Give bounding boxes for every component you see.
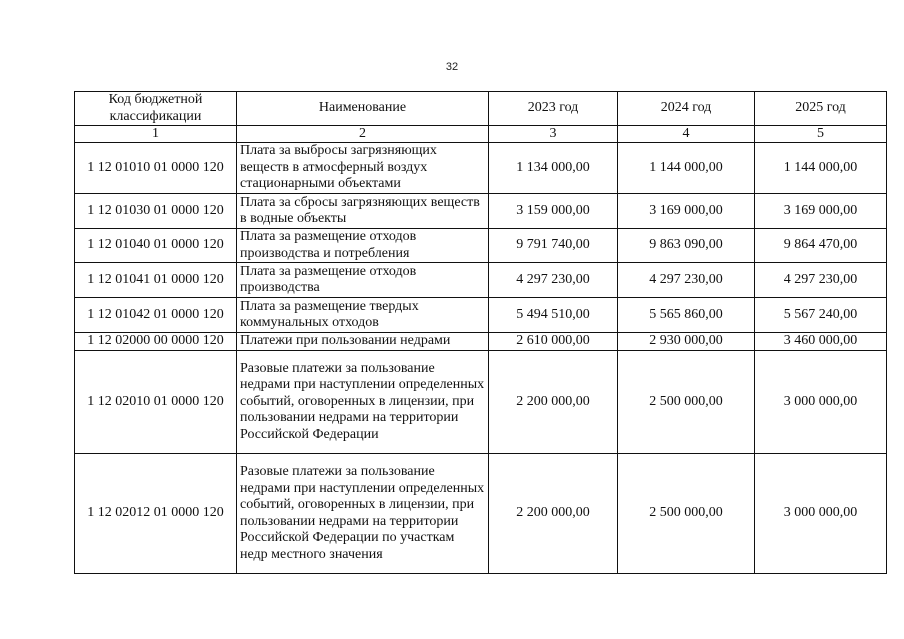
column-number: 1 bbox=[75, 126, 237, 143]
page-number: 32 bbox=[445, 61, 459, 73]
row-value-2025: 3 460 000,00 bbox=[755, 333, 887, 351]
table-row bbox=[75, 351, 887, 454]
row-name: Плата за выбросы загрязняющих веществ в атмосферный воздух стационарными объектами bbox=[237, 143, 489, 194]
header-2024: 2024 год bbox=[618, 92, 755, 126]
column-number: 3 bbox=[489, 126, 618, 143]
row-value-2023: 2 200 000,00 bbox=[489, 351, 618, 454]
row-code: 1 12 01042 01 0000 120 bbox=[75, 298, 237, 333]
row-value-2024: 2 930 000,00 bbox=[618, 333, 755, 351]
row-name: Плата за размещение отходов производства bbox=[237, 263, 489, 298]
header-code: Код бюджетной классификации bbox=[75, 92, 237, 126]
header-2025: 2025 год bbox=[755, 92, 887, 126]
table-row bbox=[75, 263, 887, 298]
table-row bbox=[75, 229, 887, 263]
row-code: 1 12 01040 01 0000 120 bbox=[75, 229, 237, 263]
row-value-2023: 2 200 000,00 bbox=[489, 454, 618, 574]
row-value-2024: 9 863 090,00 bbox=[618, 229, 755, 263]
row-value-2024: 3 169 000,00 bbox=[618, 194, 755, 229]
column-number: 4 bbox=[618, 126, 755, 143]
row-value-2024: 2 500 000,00 bbox=[618, 351, 755, 454]
row-code: 1 12 01041 01 0000 120 bbox=[75, 263, 237, 298]
row-name: Разовые платежи за пользование недрами при наступлении определенных событий, оговоренных в лицензии, при пользовании недрами на территории Российской Федерации bbox=[237, 351, 489, 454]
row-name: Плата за размещение отходов производства и потребления bbox=[237, 229, 489, 263]
row-value-2025: 9 864 470,00 bbox=[755, 229, 887, 263]
row-value-2024: 2 500 000,00 bbox=[618, 454, 755, 574]
row-code: 1 12 02012 01 0000 120 bbox=[75, 454, 237, 574]
row-value-2023: 4 297 230,00 bbox=[489, 263, 618, 298]
row-value-2025: 1 144 000,00 bbox=[755, 143, 887, 194]
row-value-2024: 1 144 000,00 bbox=[618, 143, 755, 194]
row-value-2023: 2 610 000,00 bbox=[489, 333, 618, 351]
row-code: 1 12 02010 01 0000 120 bbox=[75, 351, 237, 454]
row-value-2024: 4 297 230,00 bbox=[618, 263, 755, 298]
budget-table bbox=[74, 91, 887, 574]
row-value-2023: 3 159 000,00 bbox=[489, 194, 618, 229]
table-row bbox=[75, 333, 887, 351]
row-value-2023: 9 791 740,00 bbox=[489, 229, 618, 263]
row-value-2025: 5 567 240,00 bbox=[755, 298, 887, 333]
row-value-2025: 3 169 000,00 bbox=[755, 194, 887, 229]
table-row bbox=[75, 143, 887, 194]
row-code: 1 12 01010 01 0000 120 bbox=[75, 143, 237, 194]
column-number: 2 bbox=[237, 126, 489, 143]
row-value-2025: 3 000 000,00 bbox=[755, 454, 887, 574]
row-code: 1 12 02000 00 0000 120 bbox=[75, 333, 237, 351]
table-header-row bbox=[75, 92, 887, 126]
row-value-2025: 4 297 230,00 bbox=[755, 263, 887, 298]
row-value-2024: 5 565 860,00 bbox=[618, 298, 755, 333]
row-value-2023: 5 494 510,00 bbox=[489, 298, 618, 333]
header-name: Наименование bbox=[237, 92, 489, 126]
row-name: Плата за сбросы загрязняющих веществ в водные объекты bbox=[237, 194, 489, 229]
table-row bbox=[75, 454, 887, 574]
table-row bbox=[75, 194, 887, 229]
row-name: Разовые платежи за пользование недрами при наступлении определенных событий, оговоренных в лицензии, при пользовании недрами на территории Российской Федерации по участкам недр местного значения bbox=[237, 454, 489, 574]
row-value-2023: 1 134 000,00 bbox=[489, 143, 618, 194]
column-number-row bbox=[75, 126, 887, 143]
header-2023: 2023 год bbox=[489, 92, 618, 126]
row-value-2025: 3 000 000,00 bbox=[755, 351, 887, 454]
row-name: Плата за размещение твердых коммунальных отходов bbox=[237, 298, 489, 333]
row-code: 1 12 01030 01 0000 120 bbox=[75, 194, 237, 229]
column-number: 5 bbox=[755, 126, 887, 143]
row-name: Платежи при пользовании недрами bbox=[237, 333, 489, 351]
table-row bbox=[75, 298, 887, 333]
